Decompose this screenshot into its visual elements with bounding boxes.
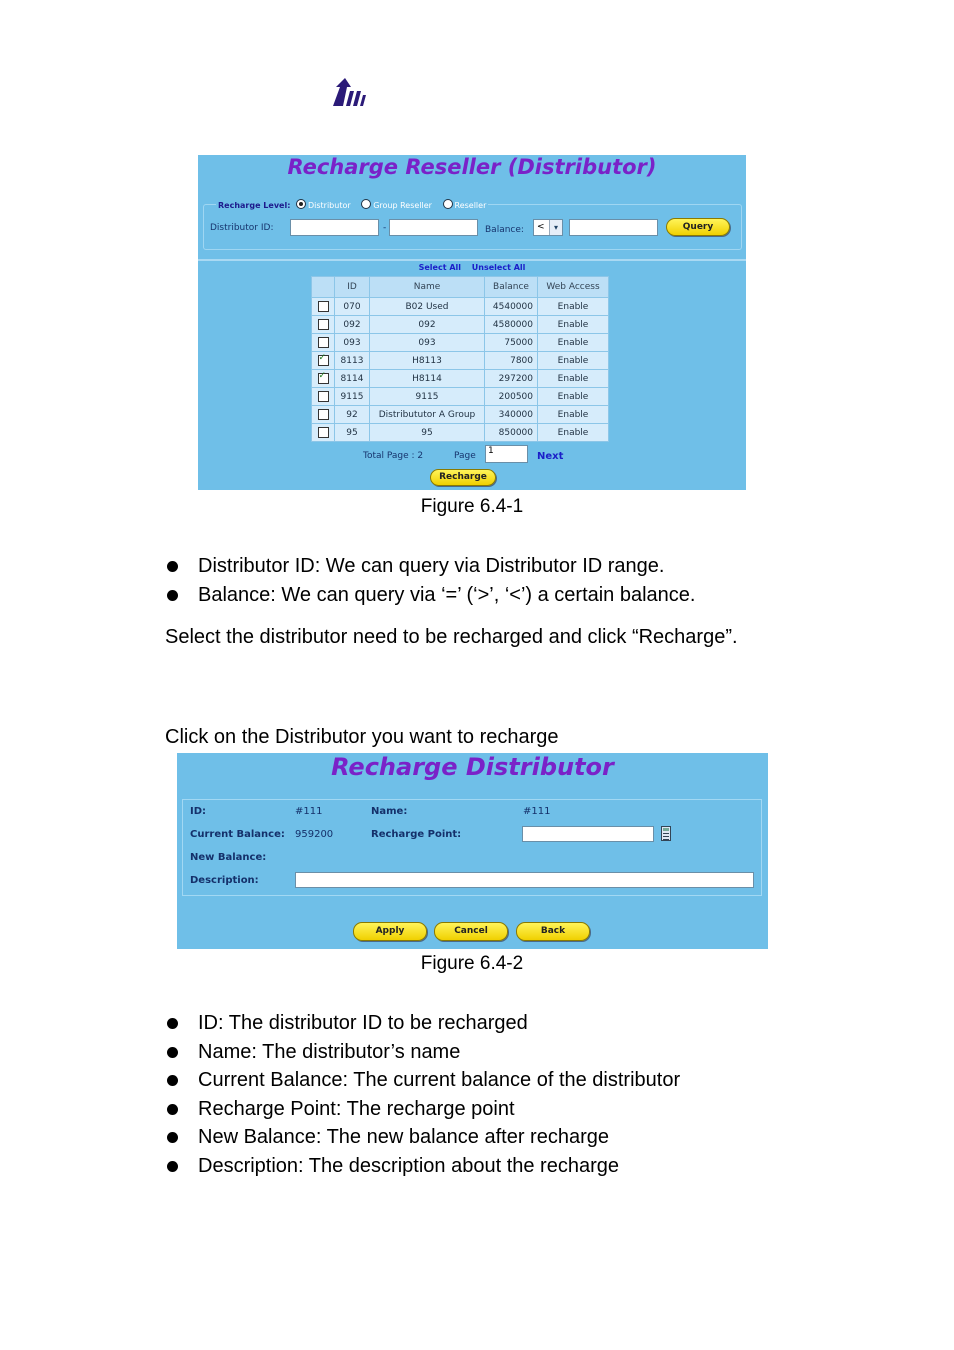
calculator-icon[interactable] — [661, 826, 671, 841]
column-name: Name — [370, 277, 485, 298]
row-id: 070 — [335, 298, 370, 316]
list-item: Description: The description about the recharge — [165, 1152, 680, 1181]
recharge-distributor-screenshot — [177, 753, 768, 949]
row-select-cell — [312, 298, 335, 316]
name-value: #111 — [523, 806, 551, 817]
column-balance: Balance — [485, 277, 538, 298]
distributor-id-from-input[interactable] — [290, 219, 379, 236]
list-item: Name: The distributor’s name — [165, 1038, 680, 1067]
table-row[interactable] — [312, 352, 609, 370]
row-select-cell — [312, 388, 335, 406]
bullet-list-1 — [165, 552, 695, 609]
row-name: 092 — [370, 316, 485, 334]
row-checkbox[interactable] — [318, 373, 329, 384]
row-id: 092 — [335, 316, 370, 334]
row-id: 92 — [335, 406, 370, 424]
table-row[interactable] — [312, 316, 609, 334]
row-balance: 850000 — [485, 424, 538, 442]
row-web-access: Enable — [538, 352, 609, 370]
list-item: ID: The distributor ID to be recharged — [165, 1009, 680, 1038]
list-item: Recharge Point: The recharge point — [165, 1095, 680, 1124]
row-name: H8113 — [370, 352, 485, 370]
query-panel — [203, 201, 742, 250]
row-balance: 7800 — [485, 352, 538, 370]
apply-button[interactable]: Apply — [353, 922, 427, 941]
row-id: 8114 — [335, 370, 370, 388]
balance-label: Balance: — [485, 225, 524, 235]
row-name: B02 Used — [370, 298, 485, 316]
recharge-level-label: Recharge Level: Distributor Group Reseller Reseller — [218, 201, 487, 210]
radio-distributor[interactable]: Distributor — [296, 201, 351, 210]
current-balance-label: Current Balance: — [190, 829, 285, 840]
row-balance: 4540000 — [485, 298, 538, 316]
column-id: ID — [335, 277, 370, 298]
query-button[interactable]: Query — [666, 218, 730, 236]
row-id: 093 — [335, 334, 370, 352]
paragraph-select-distributor: Select the distributor need to be recharged and click “Recharge”. — [165, 626, 738, 648]
recharge-button[interactable]: Recharge — [430, 469, 496, 486]
page-title: Recharge Distributor — [331, 753, 614, 781]
distributor-id-to-input[interactable] — [389, 219, 478, 236]
description-input[interactable] — [295, 872, 754, 888]
row-id: 8113 — [335, 352, 370, 370]
name-label: Name: — [371, 806, 408, 817]
company-logo — [331, 77, 367, 107]
table-header — [312, 277, 609, 298]
total-page-label: Total Page : 2 — [363, 451, 424, 461]
selection-links — [198, 263, 746, 272]
row-select-cell — [312, 370, 335, 388]
row-id: 95 — [335, 424, 370, 442]
row-web-access: Enable — [538, 370, 609, 388]
row-name: 95 — [370, 424, 485, 442]
row-balance: 200500 — [485, 388, 538, 406]
row-name: 093 — [370, 334, 485, 352]
bullet-list-2 — [165, 1009, 680, 1181]
balance-operator-value: < — [537, 222, 545, 232]
list-item: Current Balance: The current balance of the distributor — [165, 1066, 680, 1095]
list-item: Balance: We can query via ‘=’ (‘>’, ‘<’) a certain balance. — [165, 581, 695, 610]
row-web-access: Enable — [538, 316, 609, 334]
distributor-table — [311, 276, 609, 442]
row-checkbox[interactable] — [318, 391, 329, 402]
table-row[interactable] — [312, 388, 609, 406]
row-name: H8114 — [370, 370, 485, 388]
divider — [198, 259, 746, 261]
current-balance-value: 959200 — [295, 829, 334, 840]
row-select-cell — [312, 316, 335, 334]
table-row[interactable] — [312, 298, 609, 316]
list-item: New Balance: The new balance after recharge — [165, 1123, 680, 1152]
table-row[interactable] — [312, 370, 609, 388]
radio-icon — [443, 199, 453, 209]
balance-input[interactable] — [569, 219, 658, 236]
page-input[interactable]: 1 — [485, 445, 528, 463]
row-checkbox[interactable] — [318, 427, 329, 438]
row-web-access: Enable — [538, 388, 609, 406]
row-id: 9115 — [335, 388, 370, 406]
row-checkbox[interactable] — [318, 319, 329, 330]
row-checkbox[interactable] — [318, 337, 329, 348]
row-checkbox[interactable] — [318, 355, 329, 366]
id-label: ID: — [190, 806, 207, 817]
page-title: Recharge Reseller (Distributor) — [287, 155, 657, 179]
table-row[interactable] — [312, 334, 609, 352]
description-label: Description: — [190, 875, 259, 886]
row-name: Distribututor A Group — [370, 406, 485, 424]
recharge-reseller-screenshot — [198, 155, 746, 490]
row-web-access: Enable — [538, 406, 609, 424]
row-select-cell — [312, 424, 335, 442]
figure-caption-1: Figure 6.4-1 — [420, 496, 524, 517]
row-select-cell — [312, 352, 335, 370]
back-button[interactable]: Back — [516, 922, 590, 941]
paragraph-click-distributor: Click on the Distributor you want to recharge — [165, 726, 559, 748]
balance-operator-select[interactable] — [533, 219, 563, 236]
radio-reseller[interactable]: Reseller — [443, 201, 487, 210]
recharge-point-label: Recharge Point: — [371, 829, 462, 840]
page-label: Page — [454, 451, 476, 461]
unselect-all-link[interactable]: Unselect All — [471, 263, 526, 272]
row-balance: 340000 — [485, 406, 538, 424]
chevron-down-icon: ▾ — [549, 220, 562, 235]
radio-group-reseller[interactable]: Group Reseller — [361, 201, 432, 210]
row-checkbox[interactable] — [318, 409, 329, 420]
row-select-cell — [312, 406, 335, 424]
radio-icon — [296, 199, 306, 209]
row-balance: 297200 — [485, 370, 538, 388]
list-item: Distributor ID: We can query via Distributor ID range. — [165, 552, 695, 581]
row-web-access: Enable — [538, 334, 609, 352]
row-name: 9115 — [370, 388, 485, 406]
id-value: #111 — [295, 806, 323, 817]
next-link[interactable]: Next — [537, 451, 564, 462]
row-balance: 4580000 — [485, 316, 538, 334]
row-checkbox[interactable] — [318, 301, 329, 312]
table-row[interactable] — [312, 424, 609, 442]
row-web-access: Enable — [538, 298, 609, 316]
row-balance: 75000 — [485, 334, 538, 352]
select-all-link[interactable]: Select All — [418, 263, 461, 272]
recharge-point-input[interactable] — [522, 826, 654, 842]
new-balance-label: New Balance: — [190, 852, 267, 863]
row-web-access: Enable — [538, 424, 609, 442]
table-row[interactable] — [312, 406, 609, 424]
cancel-button[interactable]: Cancel — [434, 922, 508, 941]
distributor-id-label: Distributor ID: — [210, 223, 274, 233]
range-dash: - — [383, 223, 387, 233]
row-select-cell — [312, 334, 335, 352]
radio-icon — [361, 199, 371, 209]
column-select — [312, 277, 335, 298]
figure-caption-2: Figure 6.4-2 — [420, 953, 524, 974]
column-web-access: Web Access — [538, 277, 609, 298]
